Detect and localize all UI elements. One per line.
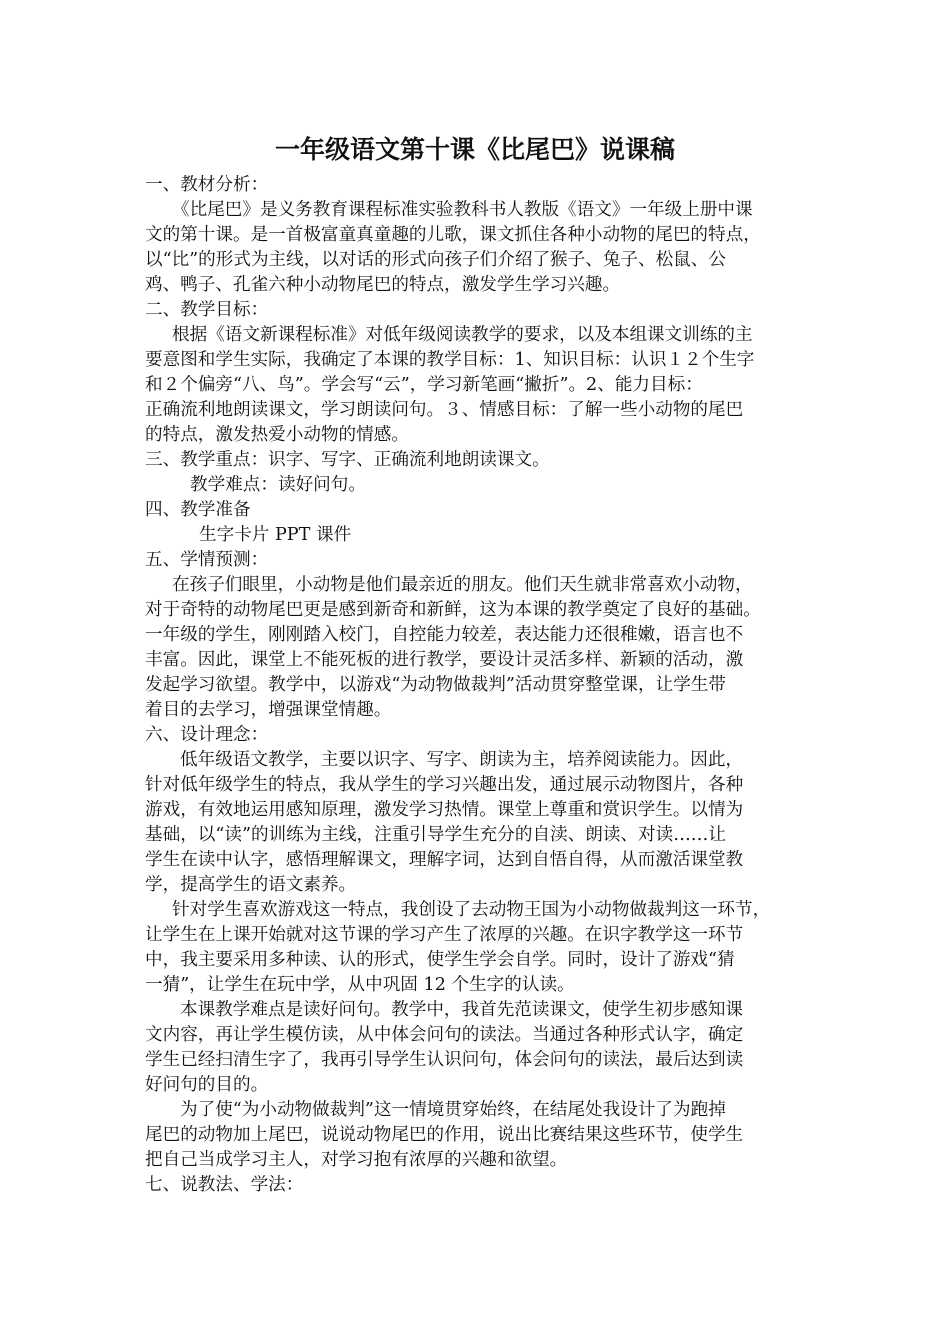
paragraph-line: 基础，以“读”的训练为主线，注重引导学生充分的自渎、朗读、对读……让 [145,825,726,845]
paragraph-line: 和２个偏旁“八、鸟”。学会写“云”，学习新笔画“撇折”。2、能力目标： [145,375,703,395]
paragraph-line: 着目的去学习，增强课堂情趣。 [145,700,392,720]
paragraph-line: 本课教学难点是读好问句。教学中，我首先范读课文，使学生初步感知课 [180,1000,744,1020]
paragraph-line: 的特点，激发热爱小动物的情感。 [145,425,409,445]
paragraph-line: 在孩子们眼里，小动物是他们最亲近的朋友。他们天生就非常喜欢小动物， [172,575,753,595]
paragraph-line: 对于奇特的动物尾巴更是感到新奇和新鲜，这为本课的教学奠定了良好的基础。 [145,600,761,620]
section-heading-design-concept: 六、设计理念： [145,725,269,745]
paragraph-line: 文的第十课。是一首极富童真童趣的儿歌，课文抓住各种小动物的尾巴的特点， [145,225,761,245]
paragraph-line: 针对低年级学生的特点，我从学生的学习兴趣出发，通过展示动物图片，各种 [145,775,744,795]
paragraph-line: 文内容，再让学生模仿读，从中体会问句的读法。当通过各种形式认字，确定 [145,1025,744,1045]
paragraph-line: 发起学习欲望。教学中，以游戏“为动物做裁判”活动贯穿整堂课，让学生带 [145,675,726,695]
section-heading-teaching-methods: 七、说教法、学法： [145,1175,304,1195]
paragraph-line: 一猜”，让学生在玩中学，从中巩固 12 个生字的认读。 [145,975,575,995]
section-heading-preparation: 四、教学准备 [145,500,251,520]
section-heading-student-analysis: 五、学情预测： [145,550,269,570]
paragraph-line: 低年级语文教学，主要以识字、写字、朗读为主，培养阅读能力。因此， [180,750,744,770]
paragraph-line: 正确流利地朗读课文，学习朗读问句。３、情感目标：了解一些小动物的尾巴 [145,400,744,420]
paragraph-line: 要意图和学生实际，我确定了本课的教学目标：1、知识目标：认识１２个生字 [145,350,755,370]
document-title: 一年级语文第十课《比尾巴》说课稿 [274,135,675,164]
paragraph-line: 中，我主要采用多种读、认的形式，使学生学会自学。同时，设计了游戏“猜 [145,950,735,970]
paragraph-line: 以“比”的形式为主线，以对话的形式向孩子们介绍了猴子、兔子、松鼠、公 [145,250,726,270]
paragraph-line: 学，提高学生的语文素养。 [145,875,357,895]
paragraph-line: 学生已经扫清生字了，我再引导学生认识问句，体会问句的读法，最后达到读 [145,1050,744,1070]
paragraph-line: 把自己当成学习主人，对学习抱有浓厚的兴趣和欲望。 [145,1150,568,1170]
paragraph-line: 丰富。因此，课堂上不能死板的进行教学，要设计灵活多样、新颖的活动，激 [145,650,744,670]
section-heading-textbook-analysis: 一、教材分析： [145,175,269,195]
paragraph-line: 学生在读中认字，感悟理解课文，理解字词，达到自悟自得，从而激活课堂教 [145,850,744,870]
paragraph-line: 游戏，有效地运用感知原理，激发学习热情。课堂上尊重和赏识学生。以情为 [145,800,744,820]
paragraph-line: 教学难点：读好问句。 [190,475,366,495]
paragraph-line: 鸡、鸭子、孔雀六种小动物尾巴的特点，激发学生学习兴趣。 [145,275,621,295]
paragraph-line: 让学生在上课开始就对这节课的学习产生了浓厚的兴趣。在识字教学这一环节 [145,925,744,945]
paragraph-line: 《比尾巴》是义务教育课程标准实验教科书人教版《语文》一年级上册中课 [172,200,753,220]
paragraph-line: 为了使“为小动物做裁判”这一情境贯穿始终，在结尾处我设计了为跑掉 [180,1100,726,1120]
section-heading-teaching-goals: 二、教学目标： [145,300,269,320]
section-heading-key-points: 三、教学重点：识字、写字、正确流利地朗读课文。 [145,450,550,470]
paragraph-line: 生字卡片 PPT 课件 [199,525,352,545]
paragraph-line: 针对学生喜欢游戏这一特点，我创设了去动物王国为小动物做裁判这一环节， [172,900,771,920]
paragraph-line: 根据《语文新课程标准》对低年级阅读教学的要求，以及本组课文训练的主 [172,325,753,345]
paragraph-line: 尾巴的动物加上尾巴，说说动物尾巴的作用，说出比赛结果这些环节，使学生 [145,1125,744,1145]
paragraph-line: 一年级的学生，刚刚踏入校门，自控能力较差，表达能力还很稚嫩，语言也不 [145,625,744,645]
paragraph-line: 好问句的目的。 [145,1075,269,1095]
